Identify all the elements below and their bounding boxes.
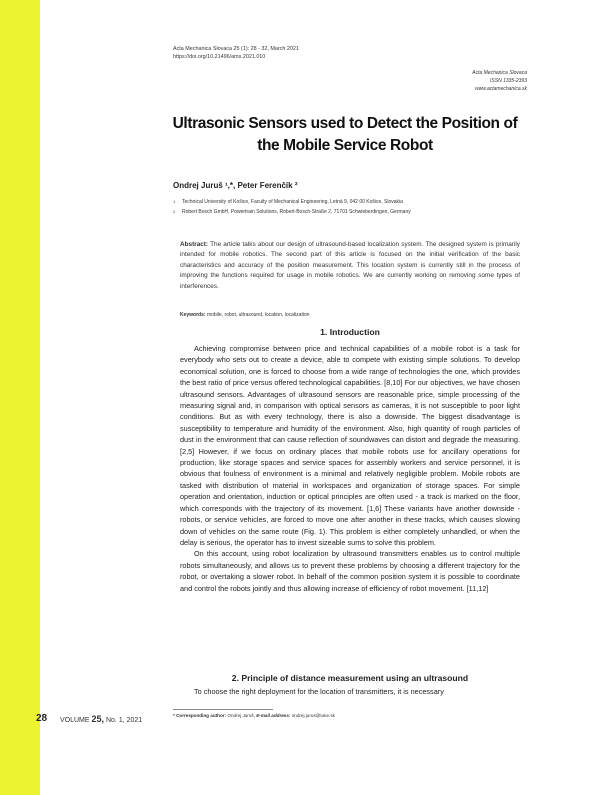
journal-name: Acta Mechanica Slovaca [472, 70, 527, 76]
keywords [180, 312, 310, 318]
keywords-label: Keywords: [180, 312, 206, 318]
abstract-label: Abstract: [180, 241, 209, 248]
journal-header [173, 45, 299, 61]
doi-link[interactable]: https://doi.org/10.21496/ams.2021.010 [173, 54, 266, 60]
affiliations [173, 197, 411, 217]
section-heading-introduction: 1. Introduction [320, 327, 380, 337]
footnote-divider [173, 709, 273, 710]
section2-first-line: To choose the right deployment for the location of transmitters, it is necessary [194, 687, 444, 696]
affiliation-1: 1 Technical University of Košice, Faculty of Mechanical Engineering, Letná 9, 042 00 Košice, Slovakia [173, 199, 403, 205]
abstract-text: The article talks about our design of ultrasound-based localization system. The designed system is primarily intended for mobile robotics. The second part of this article is focused on the initial verification of the basic characteristics and accuracy of the position measurement. This location system is currently still in the process of improving the functions required for usage in mobile robotics. We are currently working on removing some types of interferences. [180, 241, 520, 290]
email-link[interactable]: ondrej.jurus@tuke.sk [291, 713, 335, 718]
issn: ISSN 1335-2393 [490, 78, 527, 84]
volume-info: VOLUME 25, No. 1, 2021 [60, 714, 143, 724]
section-heading-principle: 2. Principle of distance measurement using an ultrasound [231, 673, 469, 683]
page-number: 28 [36, 713, 48, 724]
keywords-text: mobile, robot, ultrasound, location, localization [206, 312, 310, 318]
journal-info-block [472, 69, 527, 93]
journal-color-sidebar [0, 0, 40, 795]
paper-title: Ultrasonic Sensors used to Detect the Position of the Mobile Service Robot [172, 115, 518, 154]
journal-citation-line: Acta Mechanica Slovaca 25 (1): 28 - 32, March 2021 [173, 46, 299, 52]
paragraph: On this account, using robot localization by ultrasound transmitters enables us to control multiple robots simultaneously, and allows us to prevent these problems by choosing a different trajectory for the robot, or overtaking a slower robot. In behalf of the common position system it is possible to coordinate and control the robots jointly and thus allowing increase of efficiency of robot movement. [11,12] [180, 549, 520, 593]
abstract [180, 240, 520, 292]
affiliation-2: 2 Robert Bosch GmbH, Powertrain Solutions, Robert-Bosch-Straße 2, 71701 Schwieberdingen, Germany [173, 209, 411, 215]
authors: Ondrej Juruš ¹,*, Peter Ferenčík ² [173, 181, 298, 190]
introduction-body [180, 343, 520, 594]
journal-website[interactable]: www.actamechanica.sk [475, 86, 527, 92]
paragraph: Achieving compromise between price and technical capabilities of a mobile robot is a task for everybody who sets out to create a device, able to compete with existing simple solutions. To develop economical solution, one is forced to choose from a wide range of technologies the one, which provides the best ratio of price versus offered technological capabilities. [8,10] For our objectives, we have chosen ultrasound sensors. Advantages of ultrasound sensors are reasonable price, simple processing of the measuring signal and, in comparison with optical sensors as cameras, it is not susceptible to poor light conditions. But as with every technology, there is also a downside. The biggest disadvantage is susceptibility to temperature and humidity of the environment. Also, high quantity of rough particles of dust in the environment that can cause reflection of soundwaves can distort and degrade the measuring. [2,5] However, if we focus on ordinary places that mobile robots use for ancillary operations for production, like storage spaces and service spaces for assembly workers and service personnel, it is obvious that foulness of environment is a minimal and relatively negligible problem. Mobile robots are tasked with distribution of material in workspaces and organization of storage spaces. For simple operation and orientation, induction or optical principles are often used - a track is marked on the floor, which corresponds with the trajectory of its movement. [1,6] These variants have another downside - robots, or service vehicles, are forced to move one after another in these tracks, which causes slowing down of vehicles on the same route (Fig. 1). This problem is either completely unhandled, or when the delay is serious, the operator has to invest sizeable sums to solve this problem. [180, 344, 520, 547]
corresponding-author-note: * Corresponding author: Ondrej Juruš, E-mail address: ondrej.jurus@tuke.sk [173, 713, 335, 718]
